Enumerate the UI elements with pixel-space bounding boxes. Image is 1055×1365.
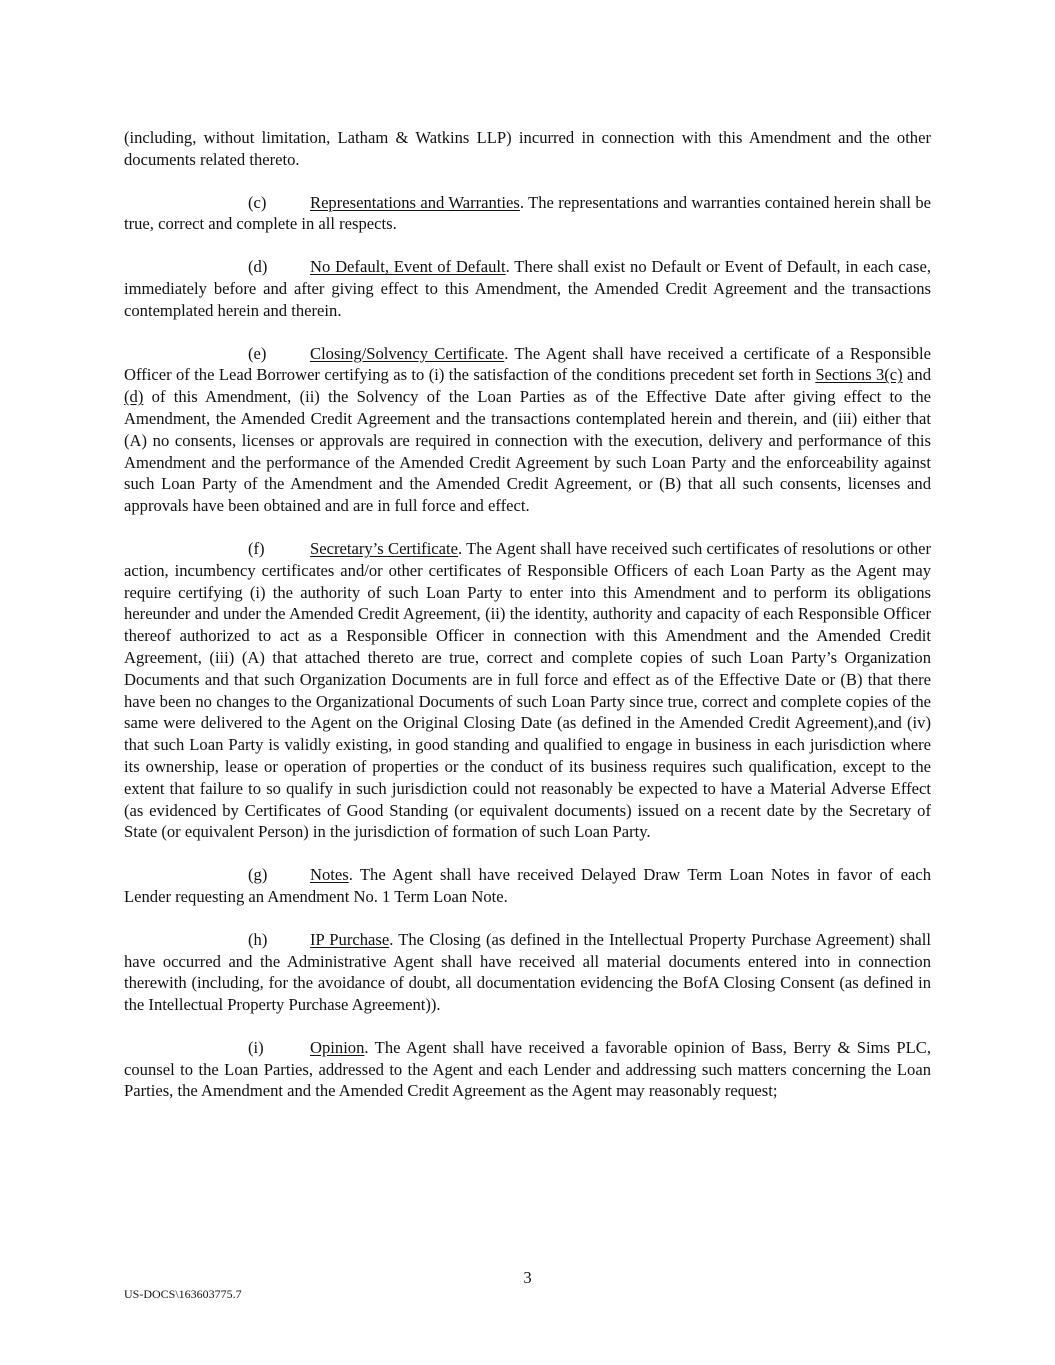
section-label: (g) [248, 865, 268, 885]
section-reference: (d) [124, 387, 144, 407]
paragraph-continuation [124, 127, 931, 171]
section-label: (i) [248, 1037, 264, 1057]
section-label: (c) [248, 192, 267, 212]
paragraph-d [124, 256, 931, 321]
paragraph-text: of this Amendment, (ii) the Solvency of the Loan Parties as of the Effective Date after giving effect to the Amendment, the Amended Credit Agreement and the transactions contemplated herein and therein, and (iii) either that (A) no consents, licenses or approvals are required in connection with the execution, delivery and performance of this Amendment and the performance of the Amended Credit Agreement by such Loan Party and the enforceability against such Loan Party of the Amendment and the Amended Credit Agreement, or (B) that all such consents, licenses and approvals have been obtained and are in full force and effect. [124, 387, 931, 516]
section-label: (e) [248, 343, 267, 363]
section-heading: Opinion [310, 1037, 365, 1057]
section-heading: No Default, Event of Default [310, 257, 506, 277]
paragraph-g [124, 864, 931, 908]
document-id: US-DOCS\163603775.7 [124, 1287, 242, 1301]
section-label: (f) [248, 538, 265, 558]
paragraph-h [124, 929, 931, 1016]
paragraph-text: . The representations and warranties contained herein shall be true, correct and complete in all respects. [124, 192, 931, 234]
paragraph-text: . There shall exist no Default or Event of Default, in each case, immediately before and after giving effect to this Amendment, the Amended Credit Agreement and the transactions contemplated herein and therein. [124, 257, 931, 320]
document-body [124, 127, 931, 1123]
section-heading: Notes [310, 865, 349, 885]
section-heading: IP Purchase [310, 929, 390, 949]
section-heading: Secretary’s Certificate [310, 538, 459, 558]
section-heading: Closing/Solvency Certificate [310, 343, 505, 363]
paragraph-i [124, 1037, 931, 1102]
paragraph-text: (including, without limitation, Latham & Watkins LLP) incurred in connection with this Amendment and the other documents related thereto. [124, 128, 931, 169]
paragraph-c [124, 192, 931, 236]
paragraph-text: and [902, 365, 931, 385]
paragraph-text: . The Agent shall have received such certificates of resolutions or other action, incumbency certificates and/or other certificates of Responsible Officers of each Loan Party as the Agent may require certifying (i) the authority of such Loan Party to enter into this Amendment and to perform its obligations hereunder and under the Amended Credit Agreement, (ii) the identity, authority and capacity of each Responsible Officer thereof authorized to act as a Responsible Officer in connection with this Amendment and the Amended Credit Agreement, (iii) (A) that attached thereto are true, correct and complete copies of such Loan Party’s Organization Documents and that such Organization Documents are in full force and effect as of the Effective Date or (B) that there have been no changes to the Organizational Documents of such Loan Party since true, correct and complete copies of the same were delivered to the Agent on the Original Closing Date (as defined in the Amended Credit Agreement),and (iv) that such Loan Party is validly existing, in good standing and qualified to engage in business in each jurisdiction where its ownership, lease or operation of properties or the conduct of its business requires such qualification, except to the extent that failure to so qualify in such jurisdiction could not reasonably be expected to have a Material Adverse Effect (as evidenced by Certificates of Good Standing (or equivalent documents) issued on a recent date by the Secretary of State (or equivalent Person) in the jurisdiction of formation of such Loan Party. [124, 538, 932, 842]
paragraph-text: . The Agent shall have received a certificate of a Responsible Officer of the Lead Borrower certifying as to (i) the satisfaction of the conditions precedent set forth in [124, 343, 931, 385]
paragraph-text: . The Closing (as defined in the Intellectual Property Purchase Agreement) shall have occurred and the Administrative Agent shall have received all material documents entered into in connection therewith (including, for the avoidance of doubt, all documentation evidencing the BofA Closing Consent (as defined in the Intellectual Property Purchase Agreement)). [124, 929, 931, 1015]
paragraph-text: . The Agent shall have received Delayed Draw Term Loan Notes in favor of each Lender requesting an Amendment No. 1 Term Loan Note. [124, 865, 931, 906]
section-label: (h) [248, 929, 268, 949]
section-heading: Representations and Warranties [310, 192, 520, 212]
section-reference: Sections 3(c) [815, 365, 903, 385]
section-label: (d) [248, 257, 268, 277]
paragraph-text: . The Agent shall have received a favorable opinion of Bass, Berry & Sims PLC, counsel to the Loan Parties, addressed to the Agent and each Lender and addressing such matters concerning the Loan Parties, the Amendment and the Amended Credit Agreement as the Agent may reasonably request; [124, 1037, 931, 1101]
paragraph-e [124, 343, 931, 517]
page-number: 3 [523, 1268, 532, 1287]
paragraph-f [124, 538, 931, 843]
